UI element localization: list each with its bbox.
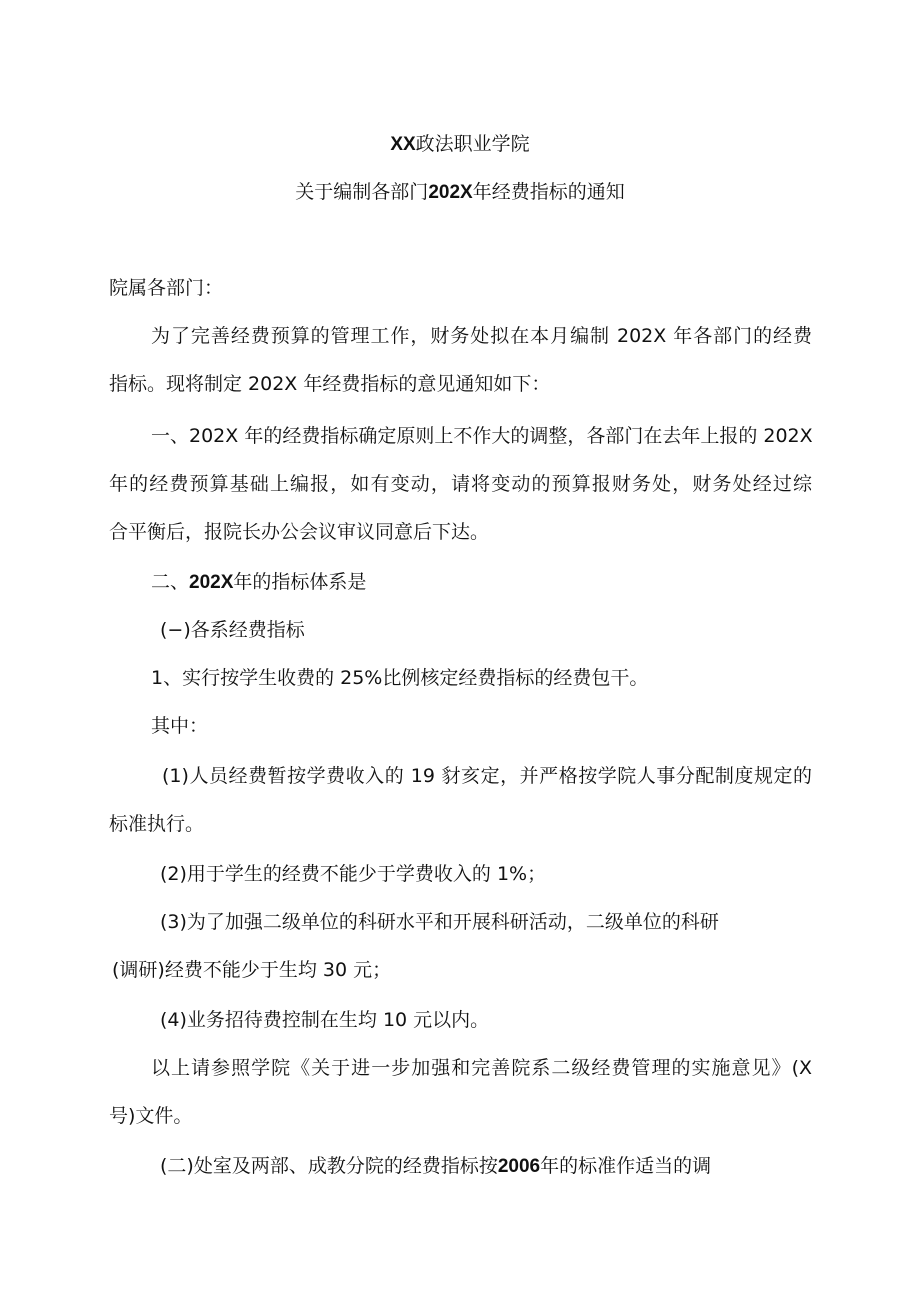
document-org-title [0, 132, 920, 157]
document-title [0, 180, 920, 205]
title-year: 202X [428, 182, 473, 203]
title-pre: 关于编制各部门 [295, 181, 429, 203]
para1-line2: 年的经费预算基础上编报，如有变动，请将变动的预算报财务处，财务处经过综 [109, 473, 812, 495]
item-1: 1、实行按学生收费的 25%比例核定经费指标的经费包干。 [151, 667, 649, 689]
addressee: 院属各部门： [109, 277, 224, 299]
subsection-2-heading: (二)处室及两部、成教分院的经费指标按2006年的标准作适当的调 [160, 1155, 712, 1177]
reference-line2: 号)文件。 [109, 1105, 193, 1127]
intro-paragraph-line1: 为了完善经费预算的管理工作，财务处拟在本月编制 202X 年各部门的经费 [151, 325, 812, 347]
subsection-1-heading: (−)各系经费指标 [160, 619, 305, 641]
sub-item-1-line1: (1)人员经费暂按学费收入的 19 豺亥定，并严格按学院人事分配制度规定的 [162, 765, 812, 787]
sub-item-2: (2)用于学生的经费不能少于学费收入的 1%； [160, 863, 547, 885]
sub-item-3-line2: (调研)经费不能少于生均 30 元； [112, 959, 392, 981]
qizhong-label: 其中： [151, 715, 209, 737]
sub-item-1-line2: 标准执行。 [109, 813, 205, 835]
para2-heading: 二、202X年的指标体系是 [151, 571, 367, 593]
para1-line1: 一、202X 年的经费指标确定原则上不作大的调整，各部门在去年上报的 202X [151, 425, 813, 447]
intro-paragraph-line2: 指标。现将制定 202X 年经费指标的意见通知如下： [109, 373, 551, 395]
sub-item-3-line1: (3)为了加强二级单位的科研水平和开展科研活动，二级单位的科研 [160, 911, 719, 933]
org-prefix: XX [390, 134, 416, 155]
title-post: 年经费指标的通知 [472, 181, 625, 203]
org-name: 政法职业学院 [415, 133, 530, 155]
sub-item-4: (4)业务招待费控制在生均 10 元以内。 [160, 1009, 490, 1031]
para1-line3: 合平衡后，报院长办公会议审议同意后下达。 [109, 521, 490, 543]
reference-line1: 以上请参照学院《关于进一步加强和完善院系二级经费管理的实施意见》(X [151, 1057, 812, 1079]
